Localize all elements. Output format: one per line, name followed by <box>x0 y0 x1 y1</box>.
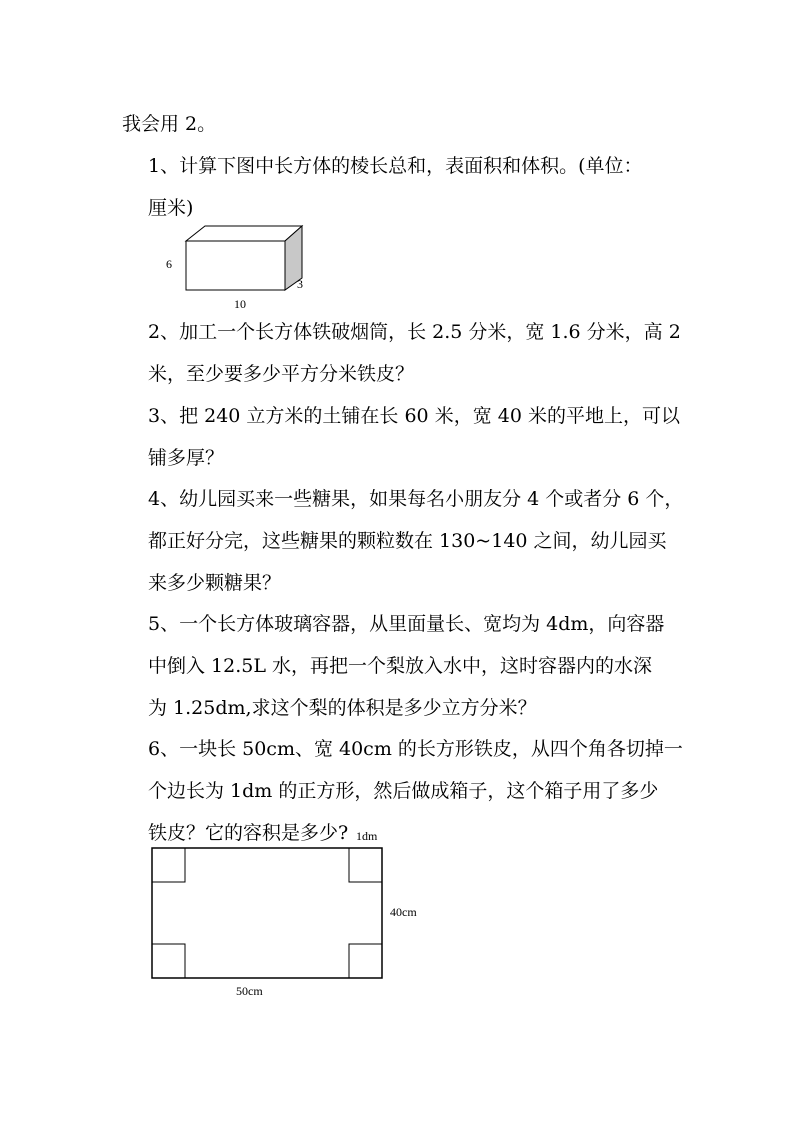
sheet-figure <box>140 826 440 1002</box>
problem-2-line-2: 米，至少要多少平方分米铁皮？ <box>148 363 415 385</box>
problem-2-line-1: 2、加工一个长方体铁破烟筒，长 2.5 分米，宽 1.6 分米，高 2 <box>148 321 681 343</box>
problem-6-line-2: 个边长为 1dm 的正方形，然后做成箱子，这个箱子用了多少 <box>148 780 659 802</box>
cuboid-top-face <box>186 226 302 241</box>
problem-4-line-2: 都正好分完，这些糖果的颗粒数在 130~140 之间，幼儿园买 <box>148 530 667 552</box>
problem-6-line-1: 6、一块长 50cm、宽 40cm 的长方形铁皮，从四个角各切掉一 <box>148 738 683 760</box>
problem-1-line-1: 1、计算下图中长方体的棱长总和，表面积和体积。(单位： <box>148 155 643 177</box>
problem-3-line-2: 铺多厚？ <box>148 447 225 469</box>
problem-5-line-3: 为 1.25dm,求这个梨的体积是多少立方分米？ <box>148 697 537 719</box>
cuboid-length-label: 10 <box>234 297 246 311</box>
corner-size-label: 1dm <box>356 829 378 843</box>
sheet-width-label: 40cm <box>390 905 417 919</box>
corner-square-top-right <box>349 848 382 882</box>
cuboid-figure <box>160 222 320 314</box>
problem-3-line-1: 3、把 240 立方米的土铺在长 60 米，宽 40 米的平地上，可以 <box>148 405 680 427</box>
page-heading: 我会用 2。 <box>122 113 217 135</box>
cuboid-width-label: 3 <box>297 277 303 291</box>
sheet-length-label: 50cm <box>236 984 263 998</box>
problem-5-line-2: 中倒入 12.5L 水，再把一个梨放入水中，这时容器内的水深 <box>148 655 653 677</box>
corner-square-bottom-left <box>152 944 185 978</box>
problem-4-line-3: 来多少颗糖果？ <box>148 572 282 594</box>
corner-square-top-left <box>152 848 185 882</box>
corner-square-bottom-right <box>349 944 382 978</box>
problem-4-line-1: 4、幼儿园买来一些糖果，如果每名小朋友分 4 个或者分 6 个， <box>148 488 684 510</box>
cuboid-front-face <box>186 241 285 290</box>
problem-5-line-1: 5、一个长方体玻璃容器，从里面量长、宽均为 4dm，向容器 <box>148 613 665 635</box>
sheet-outline <box>152 848 382 978</box>
problem-1-line-2: 厘米) <box>148 197 194 219</box>
cuboid-height-label: 6 <box>166 257 172 271</box>
problem-6-line-3: 铁皮？它的容积是多少? <box>148 822 349 844</box>
